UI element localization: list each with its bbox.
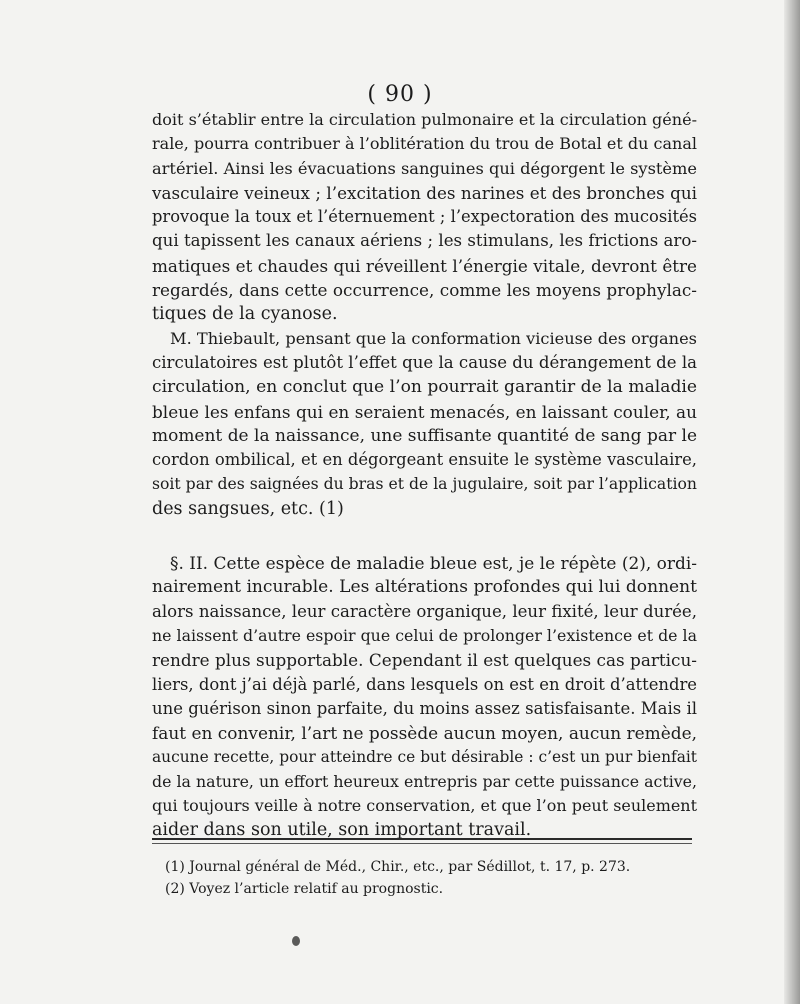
- text-line: matiques et chaudes qui réveillent l’énergie vitale, devront être: [152, 255, 697, 276]
- text-line: M. Thiebault, pensant que la conformation vicieuse des organes: [170, 328, 697, 348]
- text-line: de la nature, un effort heureux entrepris par cette puissance active,: [152, 771, 697, 791]
- text-line: qui toujours veille à notre conservation, et que l’on peut seulement: [152, 796, 697, 816]
- text-line: rendre plus supportable. Cependant il est quelques cas particu-: [152, 650, 697, 671]
- text-line: soit par des saignées du bras et de la jugulaire, soit par l’application: [152, 474, 697, 494]
- main-text: [152, 108, 697, 843]
- text-line: alors naissance, leur caractère organique, leur fixité, leur durée,: [152, 601, 697, 621]
- text-line: aider dans son utile, son important travail.: [152, 820, 532, 841]
- text-line: circulation, en conclut que l’on pourrait garantir de la maladie: [152, 377, 697, 398]
- text-line: regardés, dans cette occurrence, comme les moyens prophylac-: [152, 280, 697, 301]
- text-line: nairement incurable. Les altérations profondes qui lui donnent: [152, 577, 697, 598]
- paragraph-2: [152, 327, 697, 521]
- text-line: faut en convenir, l’art ne possède aucun moyen, aucun remède,: [152, 723, 697, 744]
- ink-smudge: [292, 936, 300, 946]
- text-line: des sangsues, etc. (1): [152, 498, 344, 519]
- text-line: rale, pourra contribuer à l’oblitération du trou de Botal et du canal: [152, 134, 697, 154]
- paragraph-3: [152, 551, 697, 843]
- footnotes: [165, 856, 685, 900]
- page-number: ( 90 ): [367, 82, 433, 107]
- text-line: ne laissent d’autre espoir que celui de prolonger l’existence et de la: [152, 625, 697, 645]
- text-line: vasculaire veineux ; l’excitation des narines et des bronches qui: [152, 182, 697, 203]
- text-line: §. II. Cette espèce de maladie bleue est, je le répète (2), ordi-: [170, 553, 697, 574]
- text-line: tiques de la cyanose.: [152, 304, 338, 325]
- text-line: moment de la naissance, une suffisante quantité de sang par le: [152, 425, 697, 446]
- text-line: liers, dont j’ai déjà parlé, dans lesquels on est en droit d’attendre: [152, 674, 697, 694]
- text-line: qui tapissent les canaux aériens ; les stimulans, les frictions aro-: [152, 231, 697, 251]
- footnote-rule-thin: [152, 843, 692, 844]
- text-line: artériel. Ainsi les évacuations sanguines qui dégorgent le système: [152, 158, 697, 178]
- text-line: bleue les enfans qui en seraient menacés, en laissant couler, au: [152, 401, 697, 422]
- page-spine-shadow: [784, 0, 800, 1004]
- text-line: doit s’établir entre la circulation pulmonaire et la circulation géné-: [152, 110, 697, 129]
- paragraph-1: [152, 108, 697, 327]
- footnote-rule: [152, 838, 692, 840]
- text-line: circulatoires est plutôt l’effet que la cause du dérangement de la: [152, 352, 697, 372]
- text-line: cordon ombilical, et en dégorgeant ensuite le système vasculaire,: [152, 450, 697, 470]
- footnote-2: (2) Voyez l’article relatif au prognostic.: [165, 881, 444, 897]
- text-line: une guérison sinon parfaite, du moins assez satisfaisante. Mais il: [152, 698, 697, 718]
- text-line: provoque la toux et l’éternuement ; l’expectoration des mucosités: [152, 207, 697, 227]
- section-gap: [152, 521, 697, 551]
- text-line: aucune recette, pour atteindre ce but désirable : c’est un pur bienfait: [152, 748, 697, 767]
- footnote-1: (1) Journal général de Méd., Chir., etc., par Sédillot, t. 17, p. 273.: [165, 859, 631, 875]
